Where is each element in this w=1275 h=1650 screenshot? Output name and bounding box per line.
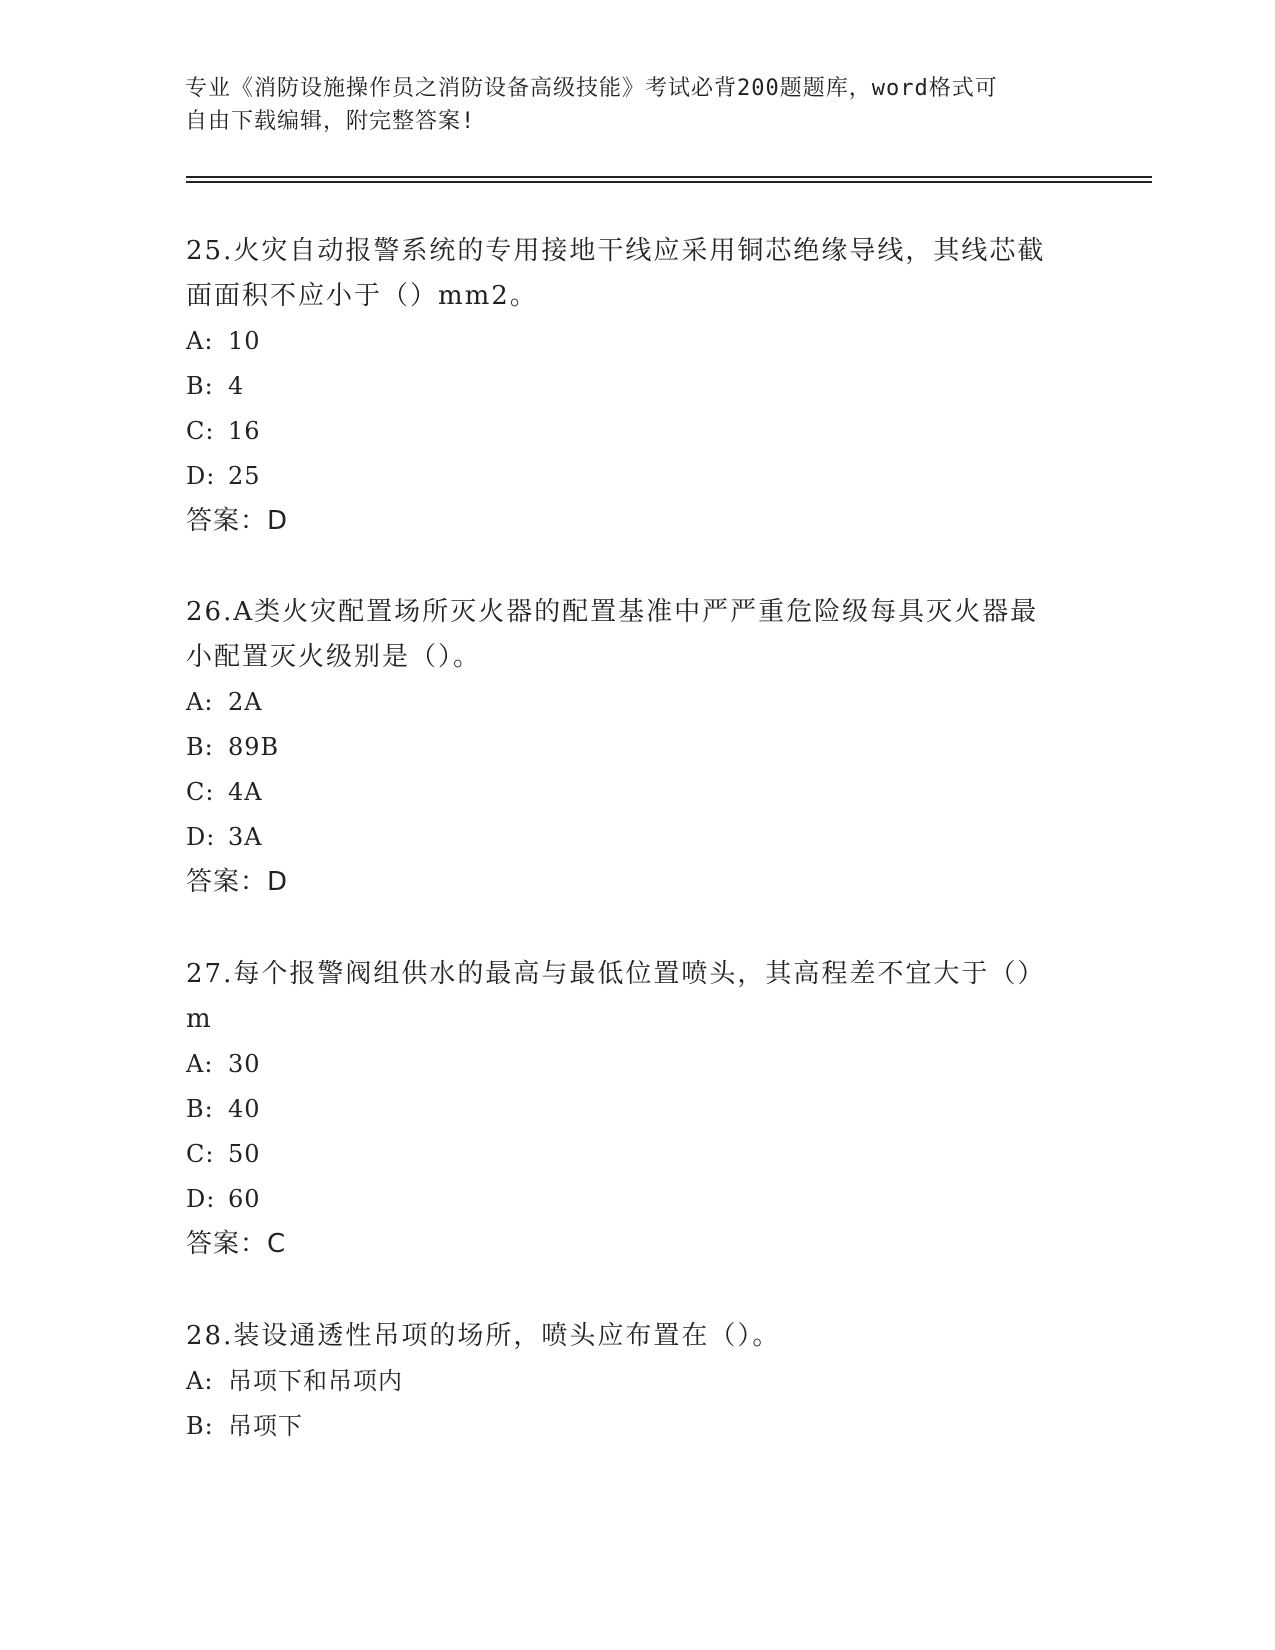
question-26 xyxy=(186,590,1066,905)
option-value: 89B xyxy=(228,733,280,761)
option-value: 10 xyxy=(228,327,261,355)
option-b xyxy=(186,1404,1066,1449)
option-letter: D: xyxy=(186,1185,216,1213)
header-divider-top xyxy=(186,176,1152,178)
header-divider-bottom xyxy=(186,181,1152,183)
question-text: 27.每个报警阀组供水的最高与最低位置喷头，其高程差不宜大于（）m xyxy=(186,959,1046,1034)
option-letter: D: xyxy=(186,823,216,851)
question-text: 26.A类火灾配置场所灭火器的配置基准中严严重危险级每具灭火器最小配置灭火级别是（）。 xyxy=(186,597,1039,672)
option-value: 2A xyxy=(228,688,263,716)
question-text: 28.装设通透性吊项的场所，喷头应布置在（）。 xyxy=(186,1321,781,1351)
question-28 xyxy=(186,1314,1066,1449)
option-d xyxy=(186,454,1066,499)
option-letter: C: xyxy=(186,778,215,806)
option-letter: A: xyxy=(186,327,214,355)
answer-label: 答案：D xyxy=(186,867,289,897)
option-a xyxy=(186,1359,1066,1404)
option-letter: B: xyxy=(186,1412,214,1440)
option-c xyxy=(186,770,1066,815)
option-letter: C: xyxy=(186,1140,215,1168)
option-a xyxy=(186,680,1066,725)
option-value: 50 xyxy=(228,1140,261,1168)
option-d xyxy=(186,815,1066,860)
option-letter: A: xyxy=(186,1050,214,1078)
option-b xyxy=(186,364,1066,409)
header-line-1: 专业《消防设施操作员之消防设备高级技能》考试必背200题题库，word格式可 xyxy=(185,76,998,101)
option-b xyxy=(186,725,1066,770)
option-c xyxy=(186,409,1066,454)
option-value: 60 xyxy=(228,1185,261,1213)
option-value: 4 xyxy=(228,372,245,400)
option-b xyxy=(186,1087,1066,1132)
answer-label: 答案：D xyxy=(186,506,289,536)
option-value: 4A xyxy=(228,778,263,806)
option-value: 吊项下和吊项内 xyxy=(228,1367,403,1395)
option-c xyxy=(186,1132,1066,1177)
option-value: 30 xyxy=(228,1050,261,1078)
option-letter: B: xyxy=(186,733,214,761)
option-d xyxy=(186,1177,1066,1222)
option-a xyxy=(186,319,1066,364)
option-a xyxy=(186,1042,1066,1087)
question-25 xyxy=(186,229,1066,544)
option-letter: A: xyxy=(186,688,214,716)
option-value: 3A xyxy=(228,823,263,851)
option-letter: D: xyxy=(186,462,216,490)
answer-label: 答案：C xyxy=(186,1229,287,1259)
question-text: 25.火灾自动报警系统的专用接地干线应采用铜芯绝缘导线，其线芯截面面积不应小于（）mm2。 xyxy=(186,236,1046,311)
option-letter: A: xyxy=(186,1367,214,1395)
document-header xyxy=(185,72,1065,138)
option-value: 吊项下 xyxy=(228,1412,303,1440)
option-value: 16 xyxy=(228,417,261,445)
option-letter: B: xyxy=(186,372,214,400)
option-value: 40 xyxy=(228,1095,261,1123)
option-letter: B: xyxy=(186,1095,214,1123)
option-value: 25 xyxy=(228,462,261,490)
option-letter: C: xyxy=(186,417,215,445)
question-27 xyxy=(186,952,1066,1267)
header-line-2: 自由下载编辑，附完整答案! xyxy=(185,109,476,134)
